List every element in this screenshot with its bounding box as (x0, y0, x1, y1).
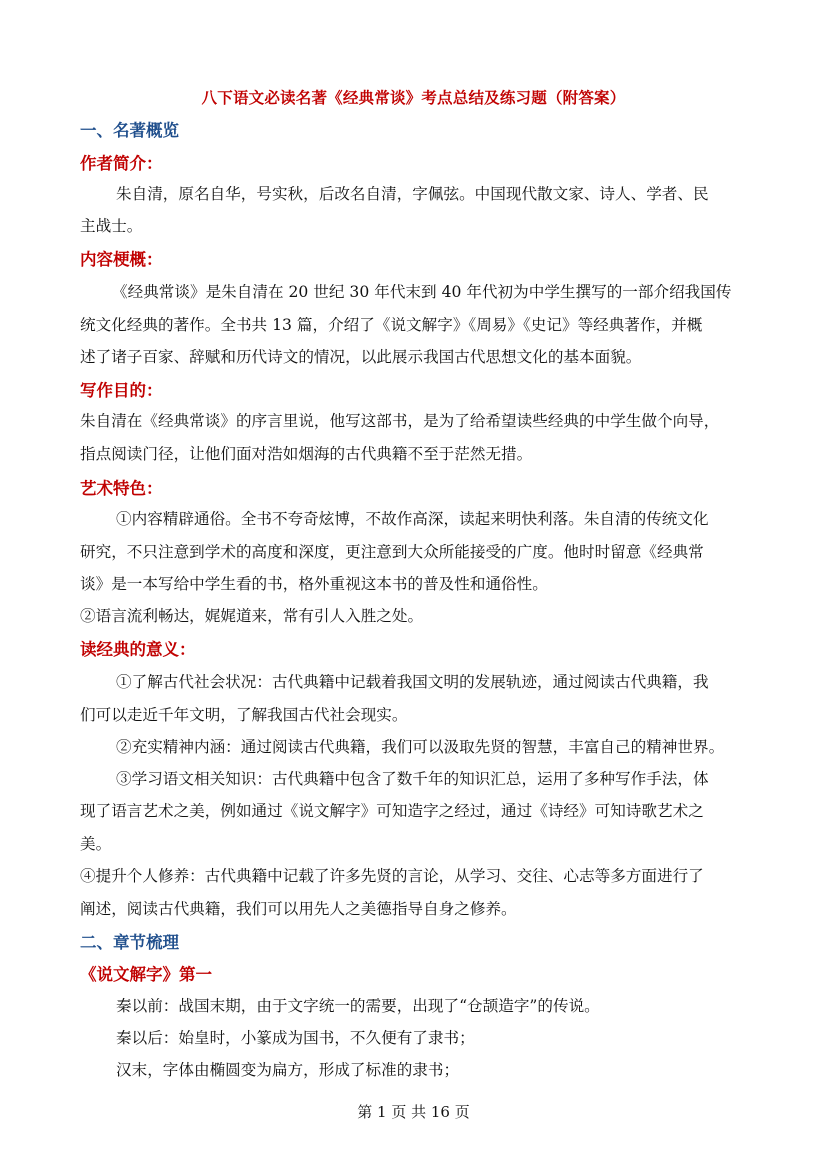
purpose-line-1: 朱自清在《经典常谈》的序言里说，他写这部书，是为了给希望读些经典的中学生做个向导， (80, 412, 720, 430)
chapter1-heading: 《说文解字》第一 (80, 965, 212, 984)
purpose-line-2: 指点阅读门径，让他们面对浩如烟海的古代典籍不至于茫然无措。 (80, 445, 533, 463)
significance-line-4: ③学习语文相关知识：古代典籍中包含了数千年的知识汇总，运用了多种写作手法，体 (116, 770, 709, 788)
features-heading: 艺术特色： (80, 479, 163, 498)
significance-line-8: 阐述，阅读古代典籍，我们可以用先人之美德指导自身之修养。 (80, 900, 517, 918)
section-heading-chapters: 二、章节梳理 (80, 933, 179, 952)
significance-line-2: 们可以走近千年文明，了解我国古代社会现实。 (80, 706, 408, 724)
chapter1-line-2: 秦以后：始皇时，小篆成为国书，不久便有了隶书； (116, 1029, 475, 1047)
author-line-2: 主战士。 (80, 217, 143, 235)
chapter1-line-1: 秦以前：战国末期，由于文字统一的需要，出现了“仓颉造字”的传说。 (116, 997, 600, 1015)
significance-heading: 读经典的意义： (80, 640, 196, 659)
purpose-heading: 写作目的： (80, 381, 163, 400)
summary-line-3: 述了诸子百家、辞赋和历代诗文的情况，以此展示我国古代思想文化的基本面貌。 (80, 348, 642, 366)
document-title: 八下语文必读名著《经典常谈》考点总结及练习题（附答案） (201, 88, 626, 107)
summary-line-2: 统文化经典的著作。全书共 13 篇，介绍了《说文解字》《周易》《史记》等经典著作，并概 (80, 316, 703, 334)
significance-line-3: ②充实精神内涵：通过阅读古代典籍，我们可以汲取先贤的智慧，丰富自己的精神世界。 (116, 738, 725, 756)
section-heading-overview: 一、名著概览 (80, 121, 179, 140)
page-footer: 第 1 页 共 16 页 (357, 1103, 470, 1121)
summary-line-1: 《经典常谈》是朱自清在 20 世纪 30 年代末到 40 年代初为中学生撰写的一部介绍我国传 (112, 283, 732, 301)
chapter1-line-3: 汉末，字体由椭圆变为扁方，形成了标准的隶书； (116, 1061, 460, 1079)
summary-heading: 内容梗概： (80, 250, 163, 269)
significance-line-7: ④提升个人修养：古代典籍中记载了许多先贤的言论，从学习、交往、心志等多方面进行了 (80, 867, 704, 885)
features-line-3: 谈》是一本写给中学生看的书，格外重视这本书的普及性和通俗性。 (80, 575, 548, 593)
features-line-1: ①内容精辟通俗。全书不夸奇炫博，不故作高深，读起来明快利落。朱自清的传统文化 (116, 510, 709, 528)
significance-line-1: ①了解古代社会状况：古代典籍中记载着我国文明的发展轨迹，通过阅读古代典籍，我 (116, 673, 709, 691)
significance-line-5: 现了语言艺术之美，例如通过《说文解字》可知造字之经过，通过《诗经》可知诗歌艺术之 (80, 802, 704, 820)
significance-line-6: 美。 (80, 835, 112, 853)
author-line-1: 朱自清，原名自华，号实秋，后改名自清，字佩弦。中国现代散文家、诗人、学者、民 (116, 185, 709, 203)
author-heading: 作者简介： (80, 154, 163, 173)
features-line-2: 研究，不只注意到学术的高度和深度，更注意到大众所能接受的广度。他时时留意《经典常 (80, 543, 704, 561)
features-line-4: ②语言流利畅达，娓娓道来，常有引人入胜之处。 (80, 607, 424, 625)
